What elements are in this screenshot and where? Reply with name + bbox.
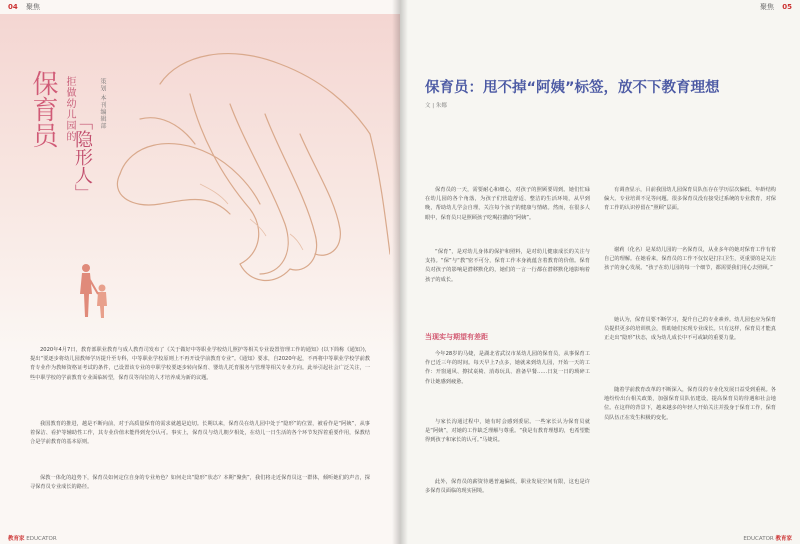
book-spine-shadow	[392, 0, 408, 544]
right-col1-paragraph-5: 此外，保育员的薪资待遇普遍偏低，职业发展空间有限，这也是许多保育员面临的现实困境。	[425, 479, 590, 495]
right-col1-paragraph-1: 保育员的一天，需要耐心和细心，对孩子的照顾要周到。她们忙碌在幼儿园的各个角落，为孩子们营造舒适、整洁的生活环境，从早到晚，帮助幼儿学会自理，关注每个孩子的健康与情绪。然而，在很多人眼中，保育员只是照顾孩子吃喝拉撒的“阿姨”。	[425, 187, 590, 221]
article-byline: 文 | 朱娜	[425, 103, 447, 109]
right-footer-brand-en: EDUCATOR	[743, 536, 774, 542]
left-footer-brand: 教育家	[8, 536, 25, 542]
left-footer	[8, 534, 57, 542]
right-col2-paragraph-3: 她认为，保育员要不断学习，提升自己的专业素养。幼儿园也应为保育员提供更多的培训机会，帮助她们实现专业成长。只有这样，保育员才能真正走出“隐形”状态，成为幼儿成长中不可或缺的重要力量。	[604, 317, 776, 342]
feature-byline: 策划 本刊编辑部	[99, 78, 106, 130]
right-col2-paragraph-1: 有调查显示，目前我国幼儿园保育员队伍存在学历层次偏低、年龄结构偏大、专业培训不足等问题。很多保育员没有接受过系统的专业教育，对保育工作的认识停留在“照顾”层面。	[604, 187, 776, 212]
right-page-number: 05	[782, 3, 792, 11]
left-body-paragraph-3: 保教一体化的趋势下，保育员如何定位自身的专业角色？如何走出“隐形”状态？本期“聚焦”，我们将走近保育员这一群体，倾听她们的声音，探寻保育员专业成长的路径。	[30, 475, 370, 491]
left-page-header	[8, 2, 40, 14]
article-title: 保育员：甩不掉“阿姨”标签，放不下教育理想	[425, 80, 720, 96]
left-page-number: 04	[8, 3, 18, 11]
section-heading: 当现实与期望有差距	[425, 333, 488, 341]
left-section-label: 聚焦	[25, 3, 40, 11]
left-body-paragraph-1: 2020年4月7日，教育部职业教育与成人教育司发布了《关于做好中等职业学校幼儿照护等相关专业设置管理工作的通知》(以下简称《通知》)，提出“要逐步将幼儿园教师学历提升至专科，中等职业学校原则上不再开设学前教育专业”。《通知》要求，自2020年起，不再将中等职业学校学前教育专业作为教师资格证考试的条件，已设置该专业的中职学校要逐步转向保育、婴幼儿托育服务与管理等相关专业方向。此举引起社会广泛关注，一些中职学校的学前教育专业面临转型，保育员等岗位的人才培养成为新的议题。	[30, 347, 370, 381]
feature-title: 保育员	[28, 70, 58, 148]
feature-subtitle-main: 「隐形人」	[72, 112, 93, 202]
right-footer	[743, 534, 792, 542]
feature-subtitle-lead: 拒做幼儿园的	[64, 76, 75, 142]
left-footer-brand-en: EDUCATOR	[26, 536, 57, 542]
right-section-label: 聚焦	[760, 3, 775, 11]
right-col1-paragraph-2: “保育”，是对幼儿身体的保护和照料，是对幼儿健康成长的关注与支持。“保”与“教”密不可分，保育工作本身就蕴含着教育的价值。保育员对孩子的影响是潜移默化的，她们的一言一行都在潜移默化地影响着孩子的成长。	[425, 249, 590, 283]
right-col1-paragraph-3: 今年28岁的马婕，是湖北省武汉市某幼儿园的保育员，从事保育工作已近三年的时间。每天早上7点多，她就来到幼儿园，开始一天的工作：开窗通风、擦拭桌椅、消毒玩具、准备早餐……日复一日的琐碎工作让她感到疲惫。	[425, 351, 590, 385]
left-body-paragraph-2: 我国教育的推进，越是不断向前，对于高质量保育的需求就越是迫切。长期以来，保育员在幼儿园中处于“隐形”的位置，被看作是“阿姨”，从事着保洁、看护等辅助性工作，其专业价值未能得到充分认可。事实上，保育员与幼儿朝夕相处，在幼儿一日生活的各个环节发挥着重要作用，保教结合是学前教育的基本原则。	[30, 421, 370, 446]
right-col2-paragraph-4: 随着学前教育改革的不断深入，保育员的专业化发展日益受到重视。各地纷纷出台相关政策，加强保育员队伍建设，提高保育员的待遇和社会地位。在这样的背景下，越来越多的年轻人开始关注并投身于保育工作，保育员队伍正在发生积极的变化。	[604, 387, 776, 421]
right-col2-paragraph-2: 谢莉（化名）是某幼儿园的一名保育员，从业多年的她对保育工作有着自己的理解。在她看来，保育员的工作不仅仅是打扫卫生，更重要的是关注孩子的身心发展。“孩子在幼儿园的每一个细节，都需要我们用心去照顾。”	[604, 247, 776, 272]
right-footer-brand: 教育家	[775, 536, 792, 542]
right-page-header	[760, 2, 792, 14]
hands-illustration	[100, 24, 390, 324]
right-col1-paragraph-4: 与家长沟通过程中，她有时会感到委屈。一些家长认为保育员就是“阿姨”，对她的工作缺乏理解与尊重。“我是有教育理想的，也希望能得到孩子和家长的认可。”马婕说。	[425, 419, 590, 444]
mother-child-figure	[74, 262, 114, 322]
